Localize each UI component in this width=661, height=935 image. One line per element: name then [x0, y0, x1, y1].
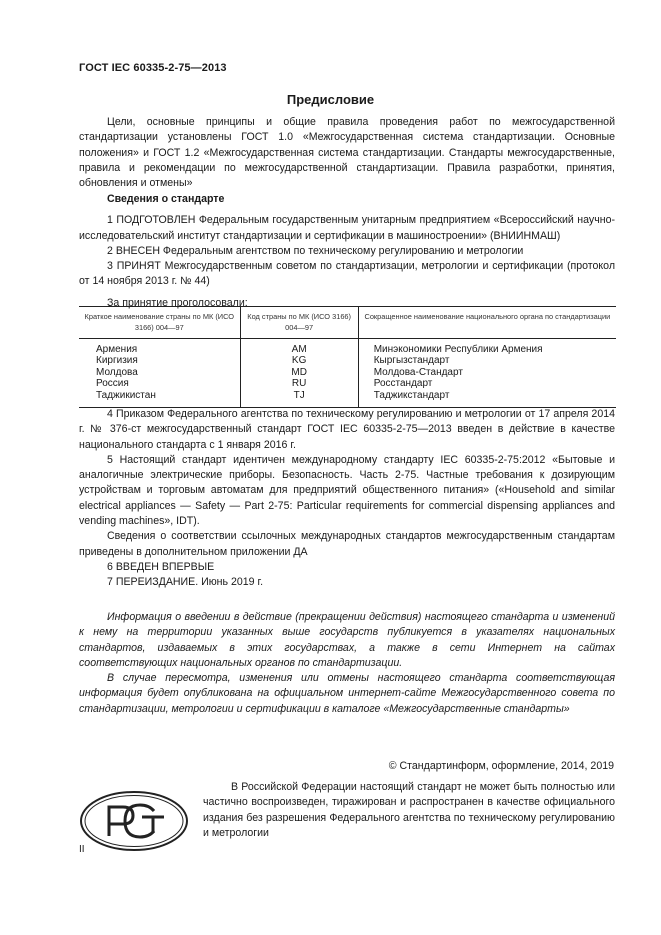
- code-cell: KG: [291, 355, 307, 367]
- body-cell: Кыргызстандарт: [373, 355, 450, 367]
- item-7: 7 ПЕРЕИЗДАНИЕ. Июнь 2019 г.: [107, 576, 264, 589]
- table-row: [79, 339, 616, 408]
- info-paragraph-1: Информация о введении в действие (прекращении действия) настоящего стандарта и изменений к нему на территории указанных выше государств публикуется в указателях национальных стандартов, издаваемых в этих государствах, а также в сети Интернет на сайтах соответствующих национальных органов по стандартизации.: [79, 611, 615, 669]
- info-paragraph-2: В случае пересмотра, изменения или отмены настоящего стандарта соответствующая информация будет опубликована на официальном интернет-сайте Межгосударственного совета по стандартизации, метрологии и сертификации в каталоге «Межгосударственные стандарты»: [79, 672, 615, 715]
- item-1: 1 ПОДГОТОВЛЕН Федеральным государственным унитарным предприятием «Всероссийский научно-исследовательский институт стандартизации и сертификации в машиностроении» (ВНИИНМАШ): [79, 214, 615, 242]
- table-header-code: Код страны по МК (ИСО 3166) 004—97: [240, 307, 358, 339]
- item-5: 5 Настоящий стандарт идентичен международному стандарту IEC 60335-2-75:2012 «Бытовые и аналогичные электрические приборы. Безопасность. Часть 2-75. Частные требования к дозирующим устройствам и торговым автоматам для предприятий общественного питания» («Household and similar electrical appliances — Safety — Part 2-75: Particular requirements for commercial dispensing appliances and vending machines», IDT).: [79, 453, 615, 528]
- document-header: ГОСТ IEC 60335-2-75—2013: [79, 62, 227, 74]
- body-cell: Минэкономики Республики Армения: [373, 344, 543, 355]
- legal-notice: [203, 780, 615, 841]
- item-6: 6 ВВЕДЕН ВПЕРВЫЕ: [107, 560, 215, 573]
- items-block: [79, 407, 615, 591]
- body-column: [358, 339, 616, 408]
- section-heading: Сведения о стандарте: [107, 193, 225, 205]
- code-cell: RU: [291, 378, 307, 390]
- publication-info: [79, 610, 615, 717]
- standard-info-block: [79, 192, 615, 311]
- legal-text: В Российской Федерации настоящий стандарт не может быть полностью или частично воспроизведен, тиражирован и распространен в качестве официального издания без разрешения Федерального агентства по техническому регулированию и метрологии: [203, 781, 615, 839]
- country-cell: Молдова: [96, 366, 138, 378]
- code-cell: AM: [291, 344, 307, 355]
- item-5-note: Сведения о соответствии ссылочных международных стандартов межгосударственным стандартам приведены в дополнительном приложении ДА: [79, 530, 615, 558]
- country-cell: Россия: [96, 378, 129, 390]
- country-cell: Армения: [96, 344, 138, 355]
- code-column: [240, 339, 358, 408]
- code-cell: TJ: [293, 389, 305, 401]
- body-cell: Молдова-Стандарт: [373, 366, 463, 378]
- country-cell: Киргизия: [96, 355, 138, 367]
- item-2: 2 ВНЕСЕН Федеральным агентством по техническому регулированию и метрологии: [107, 244, 524, 257]
- page-title: Предисловие: [286, 92, 375, 107]
- intro-paragraph: Цели, основные принципы и общие правила проведения работ по межгосударственной стандартизации установлены ГОСТ 1.0 «Межгосударственная система стандартизации. Основные положения» и ГОСТ 1.2 «Межгосударственная система стандартизации. Стандарты межгосударственные, правила и рекомендации по межгосударственной стандартизации. Правила разработки, принятия, обновления и отмены»: [79, 116, 615, 190]
- body-cell: Росстандарт: [373, 378, 433, 390]
- item-4: 4 Приказом Федерального агентства по техническому регулированию и метрологии от 17 апреля 2014 г. № 376-ст межгосударственный стандарт ГОСТ IEC 60335-2-75—2013 введен в действие в качестве национального стандарта с 1 января 2016 г.: [79, 408, 615, 451]
- table-header-country: Краткое наименование страны по МК (ИСО 3166) 004—97: [79, 307, 240, 339]
- foreword-intro: [79, 115, 615, 191]
- voting-table: [79, 306, 616, 408]
- table-header-body: Сокращенное наименование национального органа по стандартизации: [358, 307, 616, 339]
- voted-label: За принятие проголосовали:: [107, 296, 248, 309]
- country-cell: Таджикистан: [96, 389, 156, 401]
- code-cell: MD: [291, 366, 307, 378]
- body-cell: Таджикстандарт: [373, 389, 450, 401]
- rst-logo-icon: [79, 790, 189, 852]
- copyright-line: © Стандартинформ, оформление, 2014, 2019: [388, 760, 614, 772]
- country-column: [79, 339, 240, 408]
- page-number: II: [79, 844, 85, 855]
- item-3: 3 ПРИНЯТ Межгосударственным советом по стандартизации, метрологии и сертификации (протокол от 14 ноября 2013 г. № 44): [79, 260, 615, 288]
